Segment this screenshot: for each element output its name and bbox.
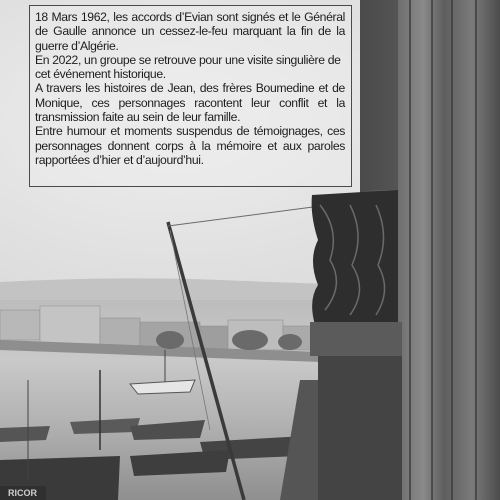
caption-paragraph-4: Entre humour et moments suspendus de témoignages, ces personnages donnent corps à la mémoire et aux paroles rapportées d’hier et d’aujourd’hui.	[35, 124, 345, 167]
caption-box	[29, 5, 352, 187]
caption-paragraph-2: En 2022, un groupe se retrouve pour une visite singulière de cet événement historique.	[35, 52, 341, 82]
balcony-railing	[310, 190, 402, 500]
photo-corner-text: RICOR	[0, 486, 46, 500]
pillars	[410, 0, 476, 500]
caption-paragraph-1: 18 Mars 1962, les accords d’Evian sont signés et le Général de Gaulle annonce un cessez-le-feu marquant la fin de la guerre d’Algérie.	[35, 10, 345, 53]
caption-paragraph-3: A travers les histoires de Jean, des frères Boumedine et de Monique, ces personnages racontent leur conflit et la transmission faite au sein de leur famille.	[35, 81, 345, 125]
